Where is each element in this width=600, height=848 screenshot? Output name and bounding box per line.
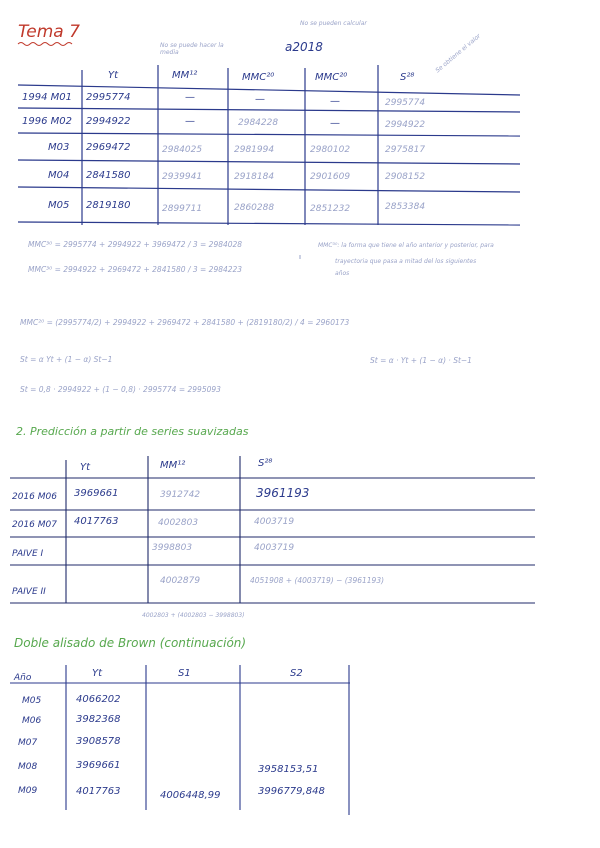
t1-col-4: S²⁸ xyxy=(400,72,415,83)
t3-row-label: M08 xyxy=(18,762,38,772)
t1-cell: — xyxy=(255,94,265,105)
t1-cell: 2851232 xyxy=(310,204,351,214)
t3-cell-s2: 3958153,51 xyxy=(258,764,319,775)
t2-col-2: S²⁸ xyxy=(258,458,273,469)
t3-row-label: M05 xyxy=(22,696,42,706)
t2-cell: 4003719 xyxy=(254,543,295,553)
t1-row-label: M05 xyxy=(48,200,70,211)
t2-cell-yt: 4017763 xyxy=(74,516,119,527)
t1-col-2: MMC²⁰ xyxy=(242,72,275,83)
right-note: Se obtiene el valor xyxy=(434,32,482,75)
t3-cell-s2: 3996779,848 xyxy=(258,786,325,797)
t1-cell: 2901609 xyxy=(310,172,351,182)
formula-note: años xyxy=(335,270,350,277)
t2-cell-yt: 3969661 xyxy=(74,488,119,499)
t1-cell: 2908152 xyxy=(385,172,426,182)
t2-row-label: 2016 M07 xyxy=(12,520,57,530)
t2-col-yt: Yt xyxy=(80,462,91,473)
t1-cell: 2984025 xyxy=(162,145,203,155)
t1-row-label: 1994 M01 xyxy=(22,92,72,103)
t1-row-label: M04 xyxy=(48,170,70,181)
t1-cell: — xyxy=(330,96,340,107)
section-3-heading: Doble alisado de Brown (continuación) xyxy=(14,636,247,650)
formula-note: trayectoria que pasa a mitad del los siguientes xyxy=(335,258,477,265)
year-label: a2018 xyxy=(285,40,323,54)
section-2-heading: 2. Predicción a partir de series suavizadas xyxy=(16,425,249,438)
t1-cell: 2994922 xyxy=(385,120,426,130)
t1-row-label: M03 xyxy=(48,142,70,153)
t1-cell: 2984228 xyxy=(238,118,279,128)
t2-row-label: PAIVE I xyxy=(12,549,44,559)
t1-cell: 2939941 xyxy=(162,172,203,182)
t1-cell: 2975817 xyxy=(385,145,426,155)
top-note: No se pueden calcular xyxy=(300,20,367,27)
t1-cell: 2981994 xyxy=(234,145,275,155)
t2-cell: 4002803 xyxy=(158,518,199,528)
t3-row-label: M07 xyxy=(18,738,38,748)
formula-note: MMC³⁰: la forma que tiene el año anterior y posterior, para xyxy=(318,242,494,249)
t3-col-s1: S1 xyxy=(178,668,191,679)
t3-cell-yt: 4066202 xyxy=(76,694,121,705)
formula-5: St = 0,8 · 2994922 + (1 − 0,8) · 2995774 = 2995093 xyxy=(20,385,221,394)
formula-4: St = α Yt + (1 − α) St−1 xyxy=(20,355,113,364)
t2-cell: 3961193 xyxy=(256,486,310,500)
t1-cell-yt: 2994922 xyxy=(86,116,131,127)
t1-cell-yt: 2841580 xyxy=(86,170,131,181)
t2-row-label: 2016 M06 xyxy=(12,492,57,502)
t3-cell-yt: 3969661 xyxy=(76,760,121,771)
formula-1: MMC³⁰ = 2995774 + 2994922 + 3969472 / 3 = 2984028 xyxy=(28,240,243,249)
t2-cell: 3998803 xyxy=(152,543,193,553)
t1-cell: 2995774 xyxy=(385,98,426,108)
t2-footnote: 4002803 + (4002803 − 3998803) xyxy=(142,612,245,619)
t2-cell: 4003719 xyxy=(254,517,295,527)
t1-col-1: MM¹² xyxy=(172,70,198,81)
t2-col-1: MM¹² xyxy=(160,460,186,471)
t3-row-label: M09 xyxy=(18,786,38,796)
t3-cell-s1: 4006448,99 xyxy=(160,790,221,801)
t1-cell: — xyxy=(185,92,195,103)
t2-cell: 3912742 xyxy=(160,490,201,500)
t1-row-label: 1996 M02 xyxy=(22,116,72,127)
formula-3: MMC²⁰ = (2995774/2) + 2994922 + 2969472 + 2841580 + (2819180/2) / 4 = 2960173 xyxy=(20,318,350,327)
t3-col-s2: S2 xyxy=(290,668,303,679)
t1-cell-yt: 2819180 xyxy=(86,200,131,211)
formula-2: MMC³⁰ = 2994922 + 2969472 + 2841580 / 3 = 2984223 xyxy=(28,265,243,274)
t1-col-yt: Yt xyxy=(108,70,119,81)
t1-col-3: MMC²⁰ xyxy=(315,72,348,83)
t3-cell-yt: 3908578 xyxy=(76,736,121,747)
t3-cell-yt: 4017763 xyxy=(76,786,121,797)
t2-row-label: PAIVE II xyxy=(12,587,46,597)
t1-cell: — xyxy=(330,118,340,129)
t3-col-year: Año xyxy=(14,673,32,683)
t2-cell: 4002879 xyxy=(160,576,201,586)
t3-row-label: M06 xyxy=(22,716,42,726)
t1-cell-yt: 2995774 xyxy=(86,92,131,103)
left-note: No se puede hacer la media xyxy=(160,42,224,56)
t1-cell: 2980102 xyxy=(310,145,351,155)
formula-4b: St = α · Yt + (1 − α) · St−1 xyxy=(370,356,472,365)
t1-cell: 2918184 xyxy=(234,172,275,182)
t3-cell-yt: 3982368 xyxy=(76,714,121,725)
t2-cell: 4051908 + (4003719) − (3961193) xyxy=(250,576,385,585)
t1-cell: — xyxy=(185,116,195,127)
t1-cell-yt: 2969472 xyxy=(86,142,131,153)
t1-cell: 2860288 xyxy=(234,203,275,213)
page-title: Tema 7 xyxy=(18,22,80,42)
t1-cell: 2899711 xyxy=(162,204,203,214)
t1-cell: 2853384 xyxy=(385,202,426,212)
t3-col-yt: Yt xyxy=(92,668,103,679)
